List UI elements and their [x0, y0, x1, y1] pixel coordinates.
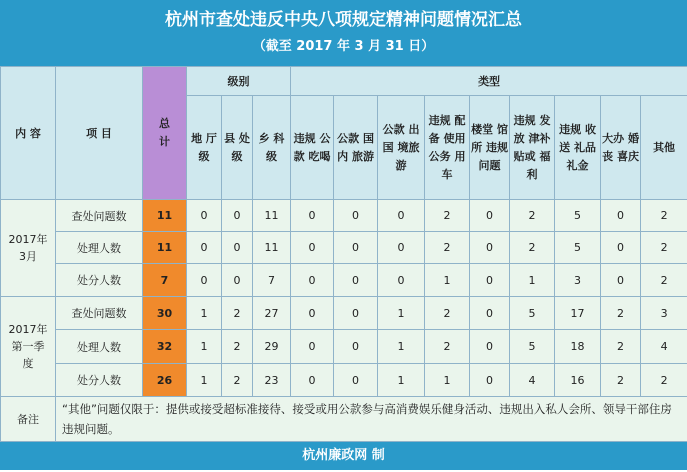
type-cell: 2: [425, 232, 470, 264]
level-cell: 27: [253, 297, 291, 330]
type-cell: 0: [470, 297, 510, 330]
row-item-label: 处分人数: [56, 264, 143, 297]
type-cell: 2: [601, 297, 641, 330]
header-level-1: 县 处 级: [222, 96, 253, 200]
header-item: 项 目: [56, 67, 143, 200]
type-cell: 2: [641, 264, 687, 297]
header-type-7: 大办 婚丧 喜庆: [601, 96, 641, 200]
type-cell: 1: [378, 364, 425, 397]
level-cell: 1: [187, 330, 222, 364]
type-cell: 2: [641, 200, 687, 232]
type-cell: 0: [470, 200, 510, 232]
level-cell: 11: [253, 232, 291, 264]
summary-table: [0, 66, 687, 442]
row-item-label: 查处问题数: [56, 297, 143, 330]
level-cell: 1: [187, 364, 222, 397]
row-item-label: 处分人数: [56, 364, 143, 397]
type-cell: 0: [334, 297, 378, 330]
level-cell: 7: [253, 264, 291, 297]
level-cell: 23: [253, 364, 291, 397]
level-cell: 0: [222, 232, 253, 264]
row-total-cell: 11: [143, 200, 187, 232]
type-cell: 4: [641, 330, 687, 364]
table-row: [1, 264, 687, 297]
row-item-label: 处理人数: [56, 232, 143, 264]
type-cell: 2: [641, 364, 687, 397]
type-cell: 0: [334, 232, 378, 264]
type-cell: 0: [378, 264, 425, 297]
type-cell: 0: [470, 232, 510, 264]
type-cell: 2: [425, 330, 470, 364]
header-content: 内 容: [1, 67, 56, 200]
type-cell: 0: [601, 264, 641, 297]
header-type-4: 楼堂 馆所 违规 问题: [470, 96, 510, 200]
row-item-label: 处理人数: [56, 330, 143, 364]
level-cell: 0: [187, 232, 222, 264]
type-cell: 2: [425, 297, 470, 330]
type-cell: 0: [334, 264, 378, 297]
table-row: [1, 297, 687, 330]
type-cell: 0: [378, 200, 425, 232]
page-title: 杭州市查处违反中央八项规定精神问题情况汇总: [165, 10, 522, 30]
header-type-1: 公款 国内 旅游: [334, 96, 378, 200]
type-cell: 2: [601, 364, 641, 397]
level-cell: 29: [253, 330, 291, 364]
type-cell: 17: [555, 297, 601, 330]
type-cell: 5: [510, 297, 555, 330]
header-type-group: 类型: [291, 67, 687, 96]
note-label: 备注: [1, 397, 56, 442]
type-cell: 0: [291, 264, 334, 297]
type-cell: 1: [378, 297, 425, 330]
level-cell: 2: [222, 330, 253, 364]
type-cell: 2: [510, 200, 555, 232]
header-type-6: 违规 收送 礼品 礼金: [555, 96, 601, 200]
title-banner: [0, 0, 687, 66]
type-cell: 0: [334, 364, 378, 397]
type-cell: 2: [425, 200, 470, 232]
type-cell: 0: [470, 330, 510, 364]
note-row: [1, 397, 687, 442]
type-cell: 0: [470, 364, 510, 397]
type-cell: 0: [470, 264, 510, 297]
table-row: [1, 200, 687, 232]
header-level-group: 级别: [187, 67, 291, 96]
table-row: [1, 364, 687, 397]
row-item-label: 查处问题数: [56, 200, 143, 232]
type-cell: 1: [378, 330, 425, 364]
header-type-8: 其他: [641, 96, 687, 200]
type-cell: 0: [291, 232, 334, 264]
header-type-3: 违规 配备 使用 公务 用车: [425, 96, 470, 200]
level-cell: 0: [187, 264, 222, 297]
row-total-cell: 32: [143, 330, 187, 364]
row-total-cell: 7: [143, 264, 187, 297]
type-cell: 0: [291, 364, 334, 397]
level-cell: 0: [222, 200, 253, 232]
type-cell: 1: [425, 264, 470, 297]
type-cell: 0: [334, 200, 378, 232]
note-text: “其他”问题仅限于：提供或接受超标准接待、接受或用公款参与高消费娱乐健身活动、违规出入私人会所、领导干部住房违规问题。: [56, 397, 687, 442]
type-cell: 3: [555, 264, 601, 297]
header-type-0: 违规 公款 吃喝: [291, 96, 334, 200]
header-level-0: 地 厅 级: [187, 96, 222, 200]
type-cell: 0: [601, 200, 641, 232]
type-cell: 2: [510, 232, 555, 264]
row-total-cell: 11: [143, 232, 187, 264]
type-cell: 4: [510, 364, 555, 397]
header-total: 总 计: [143, 67, 187, 200]
type-cell: 0: [334, 330, 378, 364]
header-type-5: 违规 发放 津补 贴或 福利: [510, 96, 555, 200]
footer-credit: 杭州廉政网 制: [0, 442, 687, 470]
type-cell: 0: [601, 232, 641, 264]
type-cell: 2: [601, 330, 641, 364]
row-total-cell: 26: [143, 364, 187, 397]
level-cell: 11: [253, 200, 291, 232]
level-cell: 1: [187, 297, 222, 330]
type-cell: 3: [641, 297, 687, 330]
type-cell: 0: [378, 232, 425, 264]
level-cell: 0: [187, 200, 222, 232]
type-cell: 5: [555, 200, 601, 232]
level-cell: 2: [222, 297, 253, 330]
type-cell: 0: [291, 297, 334, 330]
type-cell: 2: [641, 232, 687, 264]
period-label: 2017年 3月: [1, 200, 56, 297]
level-cell: 2: [222, 364, 253, 397]
page-subtitle: （截至 2017 年 3 月 31 日）: [252, 39, 435, 54]
period-label: 2017年 第一季 度: [1, 297, 56, 397]
header-level-2: 乡 科 级: [253, 96, 291, 200]
type-cell: 18: [555, 330, 601, 364]
type-cell: 5: [510, 330, 555, 364]
row-total-cell: 30: [143, 297, 187, 330]
type-cell: 5: [555, 232, 601, 264]
header-type-2: 公款 出国 境旅 游: [378, 96, 425, 200]
type-cell: 1: [425, 364, 470, 397]
table-row: [1, 232, 687, 264]
type-cell: 1: [510, 264, 555, 297]
type-cell: 0: [291, 330, 334, 364]
level-cell: 0: [222, 264, 253, 297]
type-cell: 0: [291, 200, 334, 232]
type-cell: 16: [555, 364, 601, 397]
table-row: [1, 330, 687, 364]
